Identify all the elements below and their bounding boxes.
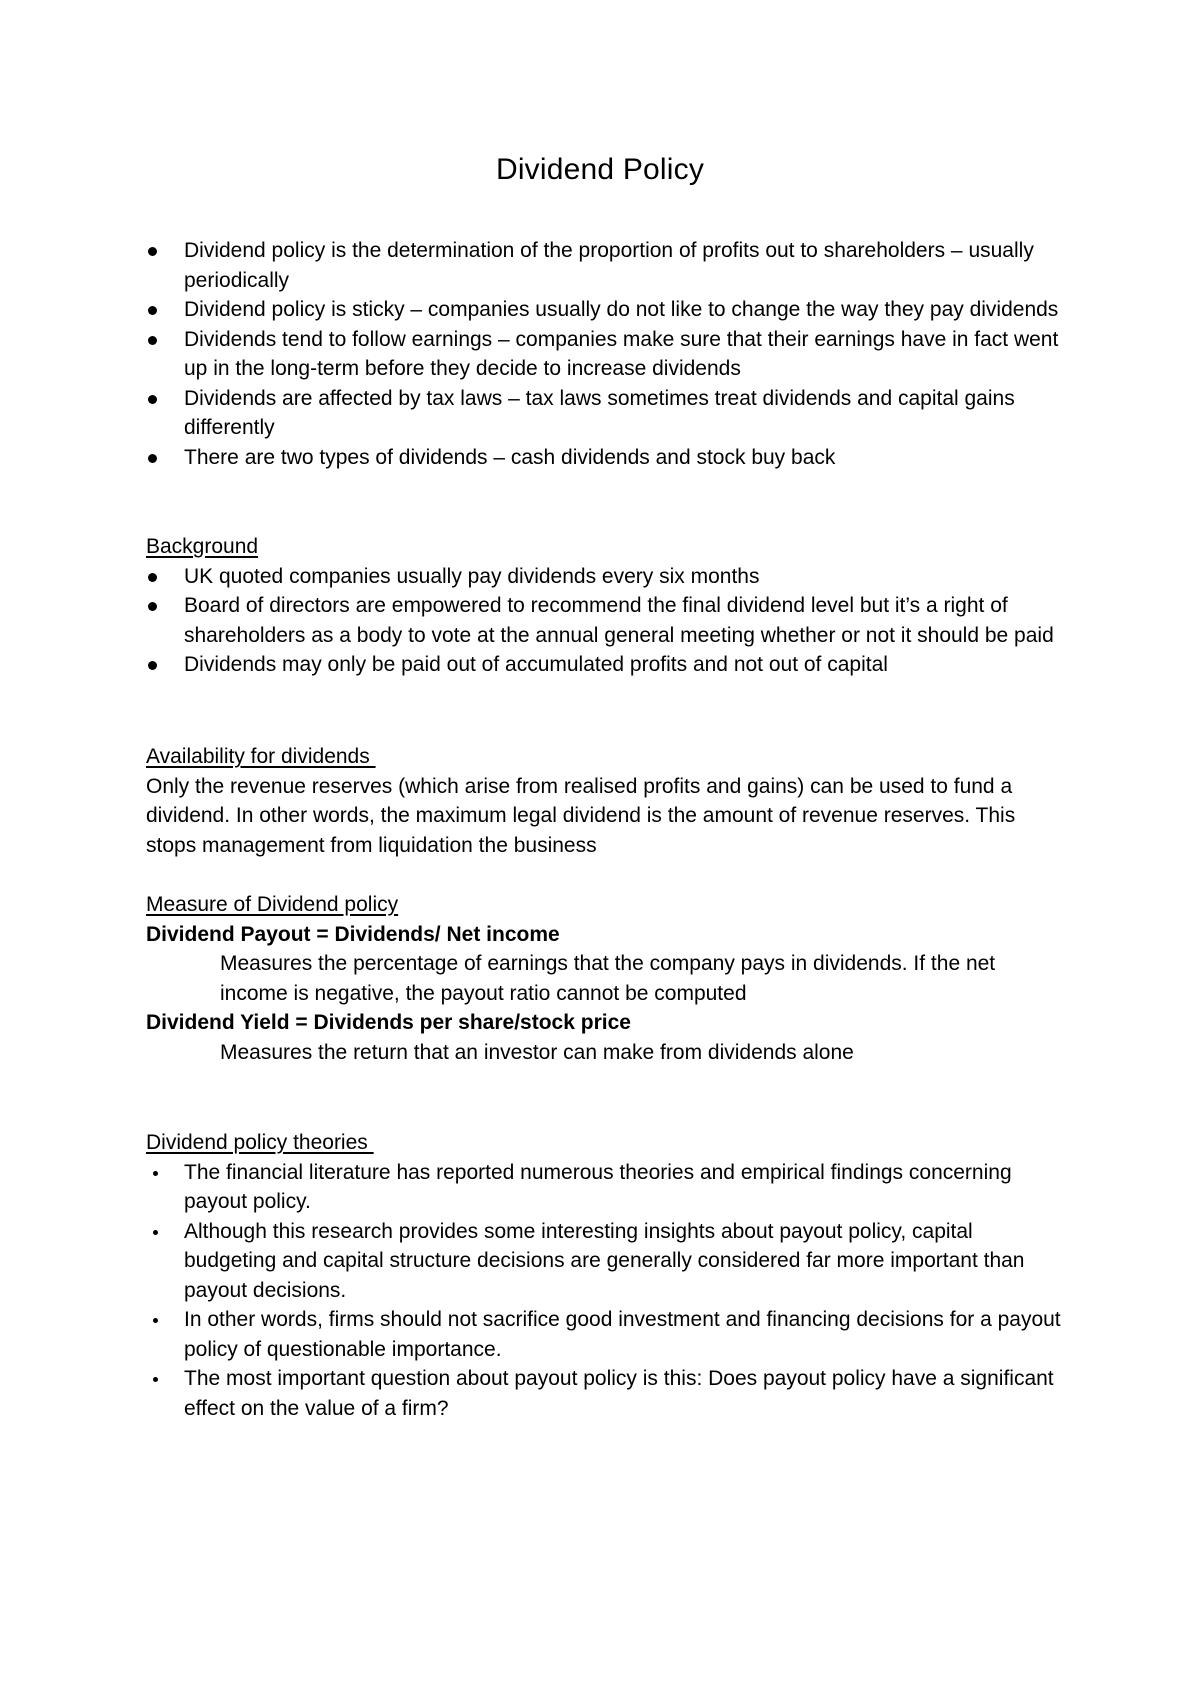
list-item: Dividends may only be paid out of accumulated profits and not out of capital — [184, 653, 888, 676]
list-item: UK quoted companies usually pay dividends every six months — [184, 564, 760, 588]
theories-section — [146, 1128, 1066, 1423]
availability-text: Only the revenue reserves (which arise from realised profits and gains) can be used to fund a dividend. In other words, the maximum legal dividend is the amount of revenue reserves. This stops management from liquidation the business — [146, 774, 1016, 857]
intro-bullet-list — [146, 236, 1066, 472]
list-item: Dividends tend to follow earnings – companies make sure that their earnings have in fact went up in the long-term before they decide to increase dividends — [184, 327, 1059, 380]
list-item: In other words, firms should not sacrifice good investment and financing decisions for a payout policy of questionable importance. — [184, 1308, 1061, 1361]
theories-bullet-list — [146, 1158, 1066, 1424]
background-heading: Background — [146, 535, 259, 558]
list-item: Dividend policy is the determination of the proportion of profits out to shareholders – usually periodically — [184, 239, 1034, 292]
measure-section — [146, 890, 1066, 1067]
background-bullet-list — [146, 562, 1066, 680]
background-section — [146, 532, 1066, 680]
list-item: The financial literature has reported numerous theories and empirical findings concerning payout policy. — [184, 1160, 1012, 1213]
list-item: There are two types of dividends – cash dividends and stock buy back — [184, 445, 836, 469]
intro-section — [146, 236, 1066, 472]
yield-formula: Dividend Yield = Dividends per share/stock price — [146, 1011, 631, 1034]
yield-description: Measures the return that an investor can make from dividends alone — [220, 1040, 854, 1064]
availability-heading: Availability for dividends — [146, 745, 376, 768]
payout-formula: Dividend Payout = Dividends/ Net income — [146, 922, 560, 946]
availability-section — [146, 742, 1066, 860]
measure-heading: Measure of Dividend policy — [146, 893, 399, 916]
page-title: Dividend Policy — [495, 153, 705, 186]
theories-heading: Dividend policy theories — [146, 1131, 374, 1154]
list-item: Dividends are affected by tax laws – tax laws sometimes treat dividends and capital gains differently — [184, 386, 1015, 439]
list-item: Although this research provides some interesting insights about payout policy, capital budgeting and capital structure decisions are generally considered far more important than payout decisions. — [184, 1219, 1025, 1302]
list-item: Dividend policy is sticky – companies usually do not like to change the way they pay dividends — [184, 298, 1059, 321]
payout-description: Measures the percentage of earnings that the company pays in dividends. If the net income is negative, the payout ratio cannot be computed — [220, 952, 996, 1005]
list-item: The most important question about payout policy is this: Does payout policy have a significant effect on the value of a firm? — [184, 1367, 1054, 1420]
list-item: Board of directors are empowered to recommend the final dividend level but it’s a right of shareholders as a body to vote at the annual general meeting whether or not it should be paid — [184, 594, 1054, 647]
